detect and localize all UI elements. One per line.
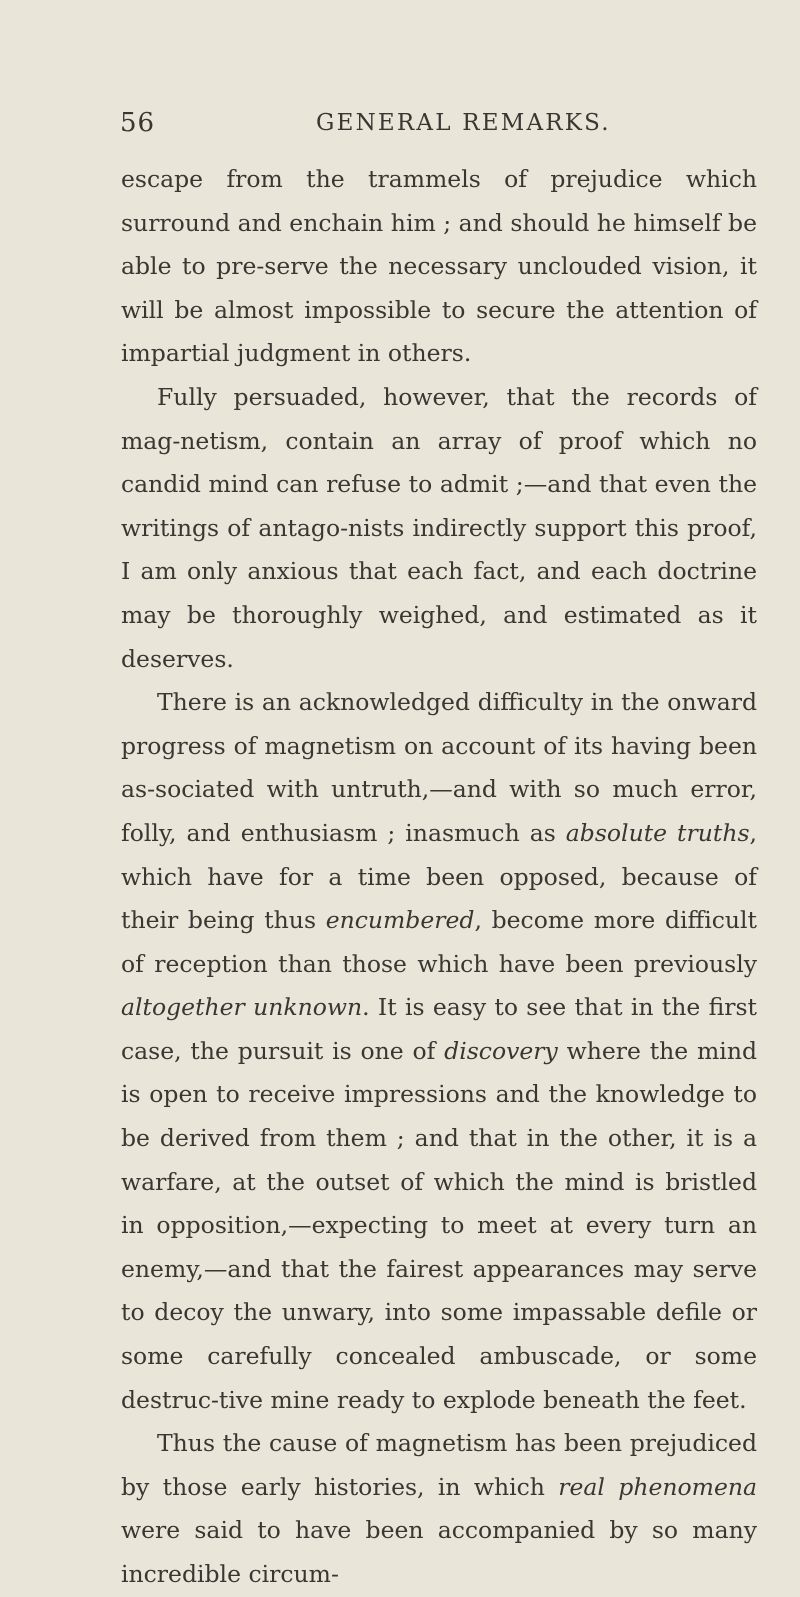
paragraph-1: escape from the trammels of prejudice which surround and enchain him ; and should he himself be able to pre-serve the necessary unclouded vision, it will be almost impossible to secure the attention of impartial judgment in others. [121,165,757,368]
paragraph-3-italic-4: discovery [444,1036,558,1065]
paragraph-3 [121,681,757,1422]
paragraph-3-text-4: . It is easy to see that in the first case, the pursuit is one of [121,993,757,1065]
paragraph-3-text-3: , become more difficult of reception than those which have been previously [121,906,757,978]
page-header [0,108,800,148]
paragraph-3-italic-1: absolute truths [565,818,750,847]
paragraph-3-text-2: , which have for a time been opposed, because of their being thus [121,818,757,935]
paragraph-4 [121,1422,757,1596]
paragraph-3-text-5: where the mind is open to receive impressions and the knowledge to be derived from them ; and that in the other, it is a warfare, at the outset of which the mind is bristled in opposition,—expecting to meet at every turn an enemy,—and that the fairest appearances may serve to decoy the unwary, into some impassable defile or some carefully concealed ambuscade, or some destruc-tive mine ready to explode beneath the feet. [121,1036,758,1414]
paragraph-3-italic-3: altogether unknown [121,993,363,1022]
running-title: GENERAL REMARKS. [316,110,611,136]
body-text [121,158,757,1597]
paragraph-4-text-1: Thus the cause of magnetism has been prejudiced by those early histories, in which [121,1429,757,1501]
paragraph-4-italic-1: real phenomena [558,1472,758,1501]
paragraph-4-text-2: were said to have been accompanied by so many incredible circum- [121,1516,757,1588]
paragraph-3-text-1: There is an acknowledged difficulty in the onward progress of magnetism on account of its having been as-sociated with untruth,—and with so much error, folly, and enthusiasm ; inasmuch as [121,688,757,847]
page-number: 56 [120,108,156,138]
paragraph-3-italic-2: encumbered [325,906,475,935]
paragraph-2: Fully persuaded, however, that the records of mag-netism, contain an array of proof which no candid mind can refuse to admit ;—and that even the writings of antago-nists indirectly support this proof, I am only anxious that each fact, and each doctrine may be thoroughly weighed, and estimated as it deserves. [121,382,757,673]
